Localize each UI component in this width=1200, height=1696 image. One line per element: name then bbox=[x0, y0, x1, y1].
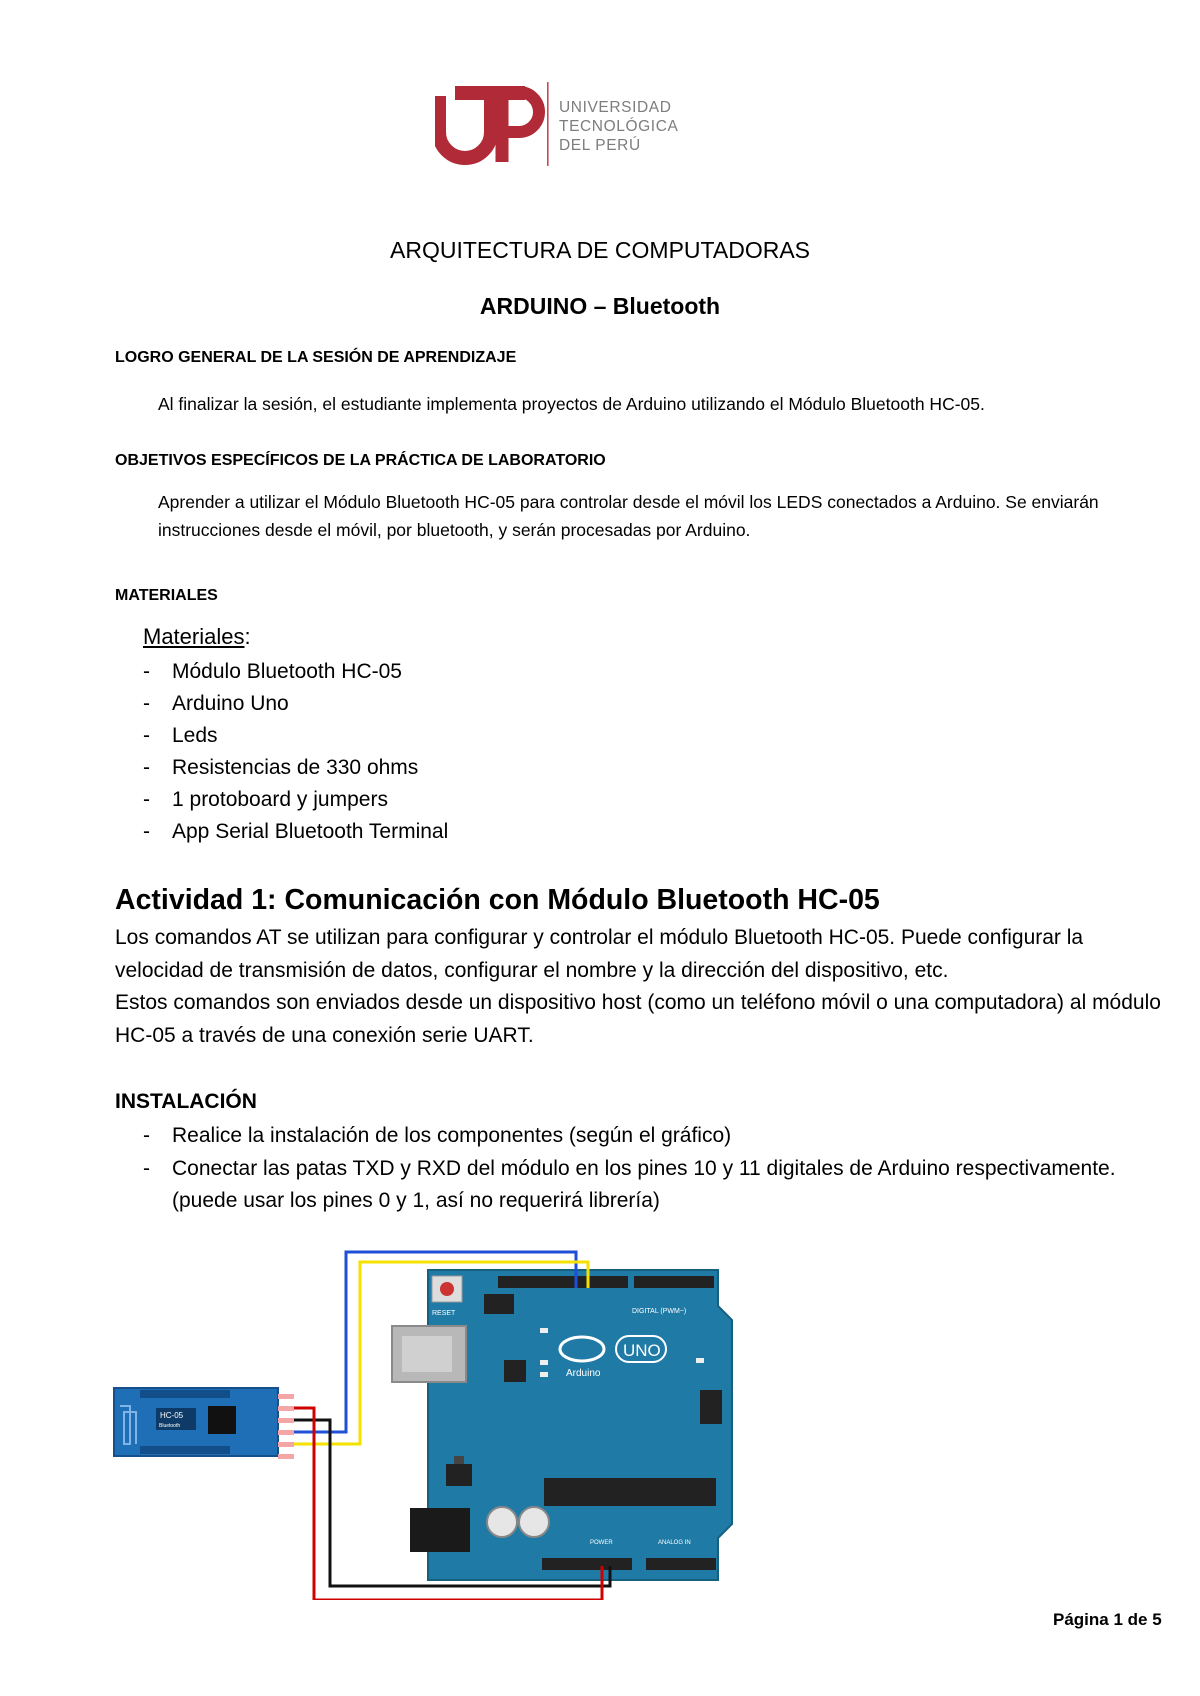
objectives-text: Aprender a utilizar el Módulo Bluetooth HC-05 para controlar desde el móvil los LEDS conectados a Arduino. Se enviarán instrucciones desde el móvil, por bluetooth, y serán procesadas por Arduino. bbox=[158, 492, 1099, 540]
logo-line-1: UNIVERSIDAD bbox=[559, 99, 672, 116]
power-jack bbox=[410, 1508, 470, 1552]
reset-label: RESET bbox=[432, 1310, 456, 1317]
arduino-board bbox=[428, 1270, 732, 1580]
installation-note: (puede usar los pines 0 y 1, así no requerirá librería) bbox=[172, 1189, 660, 1212]
digital-label: DIGITAL (PWM~) bbox=[632, 1308, 687, 1315]
materials-subtitle-text: Materiales bbox=[143, 624, 245, 649]
installation-list bbox=[143, 1120, 1183, 1218]
module-sublabel: Bluetooth bbox=[159, 1423, 181, 1429]
activity-body bbox=[115, 922, 1175, 1052]
goal-text: Al finalizar la sesión, el estudiante implementa proyectos de Arduino utilizando el Módulo Bluetooth HC-05. bbox=[158, 394, 985, 414]
installation-heading: INSTALACIÓN bbox=[115, 1090, 257, 1113]
digital-header-right bbox=[634, 1276, 714, 1288]
arduino-brand: Arduino bbox=[566, 1368, 601, 1379]
installation-step: Realice la instalación de los componentes (según el gráfico) bbox=[172, 1124, 732, 1147]
list-item: - Resistencias de 330 ohms bbox=[143, 756, 419, 779]
course-title: ARQUITECTURA DE COMPUTADORAS bbox=[390, 237, 810, 263]
list-item: - Módulo Bluetooth HC-05 bbox=[143, 660, 402, 683]
material-label: Módulo Bluetooth HC-05 bbox=[172, 660, 402, 683]
logo-line-2: TECNOLÓGICA bbox=[559, 118, 679, 135]
list-item: - Realice la instalación de los componentes (según el gráfico) bbox=[143, 1124, 732, 1147]
materials-subtitle bbox=[143, 624, 251, 650]
digital-header-left bbox=[498, 1276, 628, 1288]
list-item: - Conectar las patas TXD y RXD del módulo en los pines 10 y 11 digitales de Arduino respectivamente. (puede usar los pines 0 y 1, así no requerirá librería) bbox=[143, 1153, 1183, 1218]
power-header bbox=[542, 1558, 632, 1570]
goal-heading: LOGRO GENERAL DE LA SESIÓN DE APRENDIZAJE bbox=[115, 349, 517, 366]
list-item: - Arduino Uno bbox=[143, 692, 289, 715]
analog-header bbox=[646, 1558, 716, 1570]
list-item: - Leds bbox=[143, 724, 218, 747]
objectives-heading: OBJETIVOS ESPECÍFICOS DE LA PRÁCTICA DE LABORATORIO bbox=[115, 452, 606, 469]
logo-line-3: DEL PERÚ bbox=[559, 137, 641, 154]
installation-step: Conectar las patas TXD y RXD del módulo en los pines 10 y 11 digitales de Arduino respectivamente. bbox=[172, 1156, 1116, 1180]
icsp-header bbox=[700, 1390, 722, 1424]
list-item: - App Serial Bluetooth Terminal bbox=[143, 820, 449, 843]
uno-logo: UNO bbox=[623, 1341, 661, 1360]
reset-button bbox=[440, 1282, 454, 1296]
materials-heading: MATERIALES bbox=[115, 587, 218, 604]
analog-label: ANALOG IN bbox=[658, 1540, 691, 1546]
material-label: 1 protoboard y jumpers bbox=[172, 788, 388, 811]
material-label: Leds bbox=[172, 724, 218, 747]
wiring-diagram bbox=[110, 1240, 810, 1600]
activity-title: Actividad 1: Comunicación con Módulo Bluetooth HC-05 bbox=[115, 884, 880, 916]
activity-paragraph-2: Estos comandos son enviados desde un dispositivo host (como un teléfono móvil o una computadora) al módulo HC-05 a través de una conexión serie UART. bbox=[115, 991, 1161, 1047]
activity-paragraph-1: Los comandos AT se utilizan para configurar y controlar el módulo Bluetooth HC-05. Puede configurar la velocidad de transmisión de datos, configurar el nombre y la dirección del dispositivo, etc. bbox=[115, 926, 1084, 982]
list-item: - 1 protoboard y jumpers bbox=[143, 788, 388, 811]
materials-list bbox=[143, 656, 448, 848]
material-label: Arduino Uno bbox=[172, 692, 289, 715]
material-label: App Serial Bluetooth Terminal bbox=[172, 820, 449, 843]
document-subtitle: ARDUINO – Bluetooth bbox=[479, 293, 721, 319]
materials-subtitle-colon: : bbox=[244, 624, 251, 649]
module-label: HC-05 bbox=[160, 1411, 184, 1420]
material-label: Resistencias de 330 ohms bbox=[172, 756, 419, 779]
page-number: Página 1 de 5 bbox=[1053, 1610, 1162, 1629]
logo-wordmark bbox=[559, 98, 678, 155]
atmega-chip bbox=[544, 1478, 716, 1506]
power-label: POWER bbox=[590, 1540, 613, 1546]
